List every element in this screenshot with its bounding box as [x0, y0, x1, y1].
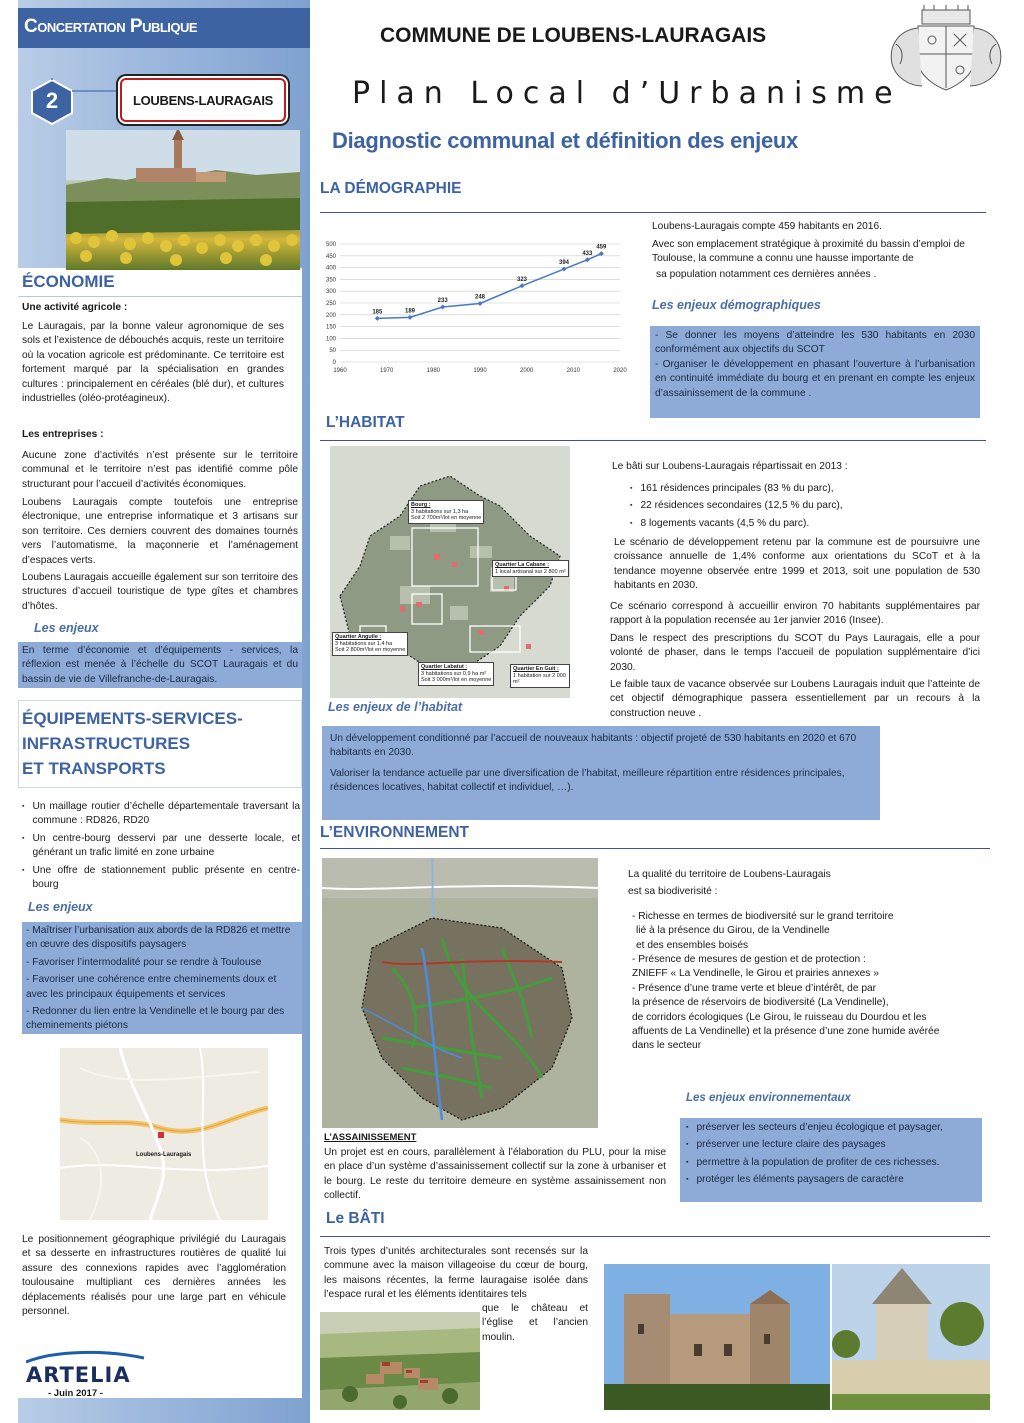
aerial-village-photo: [320, 1312, 480, 1410]
habitat-bullet: [630, 499, 986, 513]
environnement-line: la présence de réservoirs de biodiversité (La Vendinelle),: [632, 997, 889, 1009]
town-sign: [120, 78, 286, 122]
equipements-enjeux-item: - Redonner du lien entre la Vendinelle et le bourg par des cheminements piétons: [26, 1006, 285, 1032]
demographie-rule: [320, 212, 986, 213]
environnement-line: - Présence de mesures de gestion et de protection :: [632, 954, 866, 966]
environnement-map-art: [322, 858, 598, 1128]
environnement-enjeux-item: [686, 1121, 976, 1135]
village-photo-art: [66, 130, 300, 270]
environnement-line: - Présence d’une trame verte et bleue d’intérêt, de par: [632, 982, 877, 994]
equipements-bullet: [22, 800, 300, 829]
equipements-enjeux-item: - Maîtriser l’urbanisation aux abords de la RD826 et mettre en œuvre des dispositifs paysagers: [26, 925, 291, 951]
demographie-enjeux-item: - Se donner les moyens d’atteindre les 530 habitants en 2030 conformément aux objectifs du SCOT: [655, 330, 975, 356]
equipements-bullet-text: ▪ Une offre de stationnement public présente en centre-bourg: [32, 864, 300, 891]
chart-point: [440, 305, 445, 310]
chart-y-tick-label: 350: [325, 277, 336, 284]
agri-heading: Une activité agricole :: [22, 302, 128, 313]
artelia-logo: [26, 1348, 146, 1388]
equipements-enjeux-item: - Favoriser une cohérence entre cheminements doux et avec les principaux équipements et services: [26, 974, 277, 1000]
assainissement-text: Un projet est en cours, parallèlement à l’élaboration du PLU, pour la mise en place d’un système d’assainissement collectif sur la zone à urbaniser et le bourg. Le reste du territoire demeure en système assainissement non collectif.: [324, 1147, 666, 1202]
chart-y-tick-label: 400: [325, 265, 336, 272]
environnement-line: et des ensembles boisés: [636, 939, 749, 951]
habitat-paragraph-4: Le faible taux de vacance observée sur Loubens Lauragais induit que l’atteinte de cet objectif démographique passera essentiellement par un recours à la construction neuve .: [610, 679, 980, 719]
chart-x-tick-label: 1960: [333, 368, 347, 374]
habitat-rule: [320, 440, 986, 441]
position-text: Le positionnement géographique privilégié du Lauragais et sa desserte en infrastructures routières de qualité lui assure des connexions rapides avec l’agglomération toulousaine multipliant ces dernières années les déplacements réalisés pour une large part en véhicule personnel.: [22, 1234, 286, 1318]
environnement-line: est sa biodiverisité :: [628, 886, 718, 898]
economie-enjeux-text: En terme d’économie et d’équipements - services, la réflexion est menée à l’échelle du SCOT Lauragais et du bassin de vie de Villefranche-de-Lauragais.: [22, 645, 298, 685]
entreprises-text-2: Loubens Lauragais compte toutefois une entreprise électronique, une entreprise informatique et 3 artisans sur son territoire. Ces derniers couvrent des domaines tournés vers l’automatisme, la maçonnerie et l’aménagement d’espaces verts.: [22, 497, 298, 566]
panel-number: 2: [45, 88, 59, 113]
legend-cabane-title: Quartier La Cabane :: [495, 562, 550, 568]
environnement-line: de corridors écologiques (Le Girou, le ruisseau du Dourdou et les: [632, 1011, 927, 1023]
concertation-title: [18, 8, 310, 48]
legend-labatut-line: 3 habitations sur 0,9 ha m²: [421, 670, 487, 677]
artelia-logo-mark: [26, 1348, 146, 1364]
chart-y-tick-label: 100: [325, 336, 336, 343]
chart-x-tick-label: 2000: [519, 368, 534, 374]
population-chart-svg: [310, 236, 628, 376]
environnement-line: lié à la présence du Girou, de la Vendinelle: [636, 925, 830, 937]
equipements-enjeux-title: Les enjeux: [28, 900, 93, 914]
environnement-line: ZNIEFF « La Vendinelle, le Girou et prairies annexes »: [632, 968, 879, 980]
environnement-enjeux-item: [686, 1173, 976, 1187]
chart-data-label: 248: [474, 294, 486, 301]
chart-point: [520, 283, 525, 288]
equipements-enjeux-item: - Favoriser l’intermodalité pour se rendre à Toulouse: [26, 956, 262, 968]
equipements-title-line1: ÉQUIPEMENTS-SERVICES-: [22, 709, 243, 728]
equipements-bullet: [22, 864, 300, 893]
legend-anguile-line: Soit 2 800m²/lot en moyenne: [335, 647, 406, 653]
chart-data-label: 433: [582, 250, 593, 257]
chart-x-tick-label: 1990: [473, 368, 487, 374]
environnement-enjeux-box: [680, 1118, 982, 1202]
habitat-bullet: [630, 517, 986, 531]
population-chart: [310, 236, 628, 376]
chart-y-tick-label: 0: [332, 360, 336, 366]
environnement-line: - Richesse en termes de biodiversité sur le grand territoire: [632, 910, 894, 922]
legend-bourg-line: Soit 2 700m²/lot en moyenne: [411, 515, 482, 521]
legend-bourg-title: Bourg :: [411, 502, 431, 508]
commune-title: COMMUNE DE LOUBENS-LAURAGAIS: [380, 24, 767, 47]
chart-y-tick-label: 500: [325, 242, 336, 248]
chart-data-label: 189: [404, 308, 416, 315]
environnement-enjeux-text: ▪ préserver une lecture claire des paysages: [696, 1139, 886, 1151]
chateau-photo: [604, 1264, 830, 1410]
chart-data-label: 394: [558, 260, 570, 267]
equipements-title-line3: ET TRANSPORTS: [22, 759, 166, 778]
chart-y-tick-label: 150: [325, 324, 336, 331]
bati-text-1: Trois types d’unités architecturales sont recensés sur la commune avec la maison villageoise du cœur de bourg, les maisons récentes, la ferme lauragaise isolée dans l’espace rural et les éléments identitaires tels: [324, 1246, 588, 1301]
habitat-enjeux-item: Un développement conditionné par l’accueil de nouveaux habitants : objectif projeté de 530 habitants en 2020 et 670 habitants en 2030.: [330, 733, 857, 759]
environnement-line: La qualité du territoire de Loubens-Lauragais: [628, 869, 831, 880]
economie-enjeux-title: Les enjeux: [34, 621, 99, 635]
agri-text: Le Lauragais, par la bonne valeur agronomique de ses sols et l’existence de débouchés acquis, reste un territoire où la vocation agricole est prédominante. Ce territoire est fortement marqué par la spécialisation en grandes cultures : principalement en céréales (blé dur), et cultures industrielles (oléo-protéagineux).: [22, 321, 284, 405]
equipements-bullet-text: ▪ Un maillage routier d’échelle départementale traversant la commune : RD826, RD20: [32, 801, 300, 827]
legend-labatut-title: Quartier Labatut :: [421, 664, 468, 670]
chart-data-label: 459: [596, 244, 607, 251]
chart-data-label: 323: [516, 276, 528, 283]
entreprises-text-3: Loubens Lauragais accueille également sur son territoire des structures d’accueil touristique de type gîtes et chambres d’hôtes.: [22, 572, 298, 612]
legend-cabane: [492, 560, 569, 577]
chart-y-tick-label: 200: [325, 312, 336, 319]
economie-title: ÉCONOMIE: [22, 272, 115, 291]
diagnostic-subtitle: Diagnostic communal et définition des enjeux: [332, 128, 798, 153]
habitat-bullet-text: ▪ 8 logements vacants (4,5 % du parc).: [640, 517, 810, 529]
commune-crest-icon: [882, 4, 1010, 98]
legend-anguile-title: Quartier Anguile :: [335, 634, 382, 640]
chart-y-tick-label: 50: [329, 348, 336, 355]
chart-point: [478, 301, 483, 306]
bati-text-2: que le château et l’église et l’ancien moulin.: [482, 1303, 588, 1343]
equipements-enjeux-box: [22, 922, 302, 1034]
entreprises-heading: Les entreprises :: [22, 429, 104, 440]
town-sign-text: LOUBENS-LAURAGAIS: [132, 92, 274, 108]
legend-enguit: [510, 664, 570, 688]
demographie-text-2: Avec son emplacement stratégique à proximité du bassin d’emploi de Toulouse, la commune a connu une hausse importante de: [652, 239, 965, 265]
chart-y-tick-label: 300: [325, 289, 336, 296]
chart-y-tick-label: 450: [325, 253, 336, 260]
assainissement-title: L’ASSAINISSEMENT: [324, 1132, 417, 1143]
habitat-title: L’HABITAT: [326, 414, 405, 431]
chart-y-tick-label: 250: [325, 301, 336, 307]
chateau-photo-art: [604, 1264, 830, 1410]
environnement-enjeux-title: Les enjeux environnementaux: [686, 1092, 851, 1104]
environnement-rule: [320, 848, 990, 849]
habitat-paragraph-3: Dans le respect des prescriptions du SCOT du Pays Lauragais, elle a pour volonté de phaser, dans le temps l’accueil de population supplémentaire d’ici 2030.: [610, 633, 980, 673]
economie-enjeux-box: [18, 642, 302, 688]
equipements-bullet: [22, 832, 300, 861]
habitat-intro: Le bâti sur Loubens-Lauragais répartissait en 2013 :: [612, 461, 848, 472]
plu-title: Plan Local d’Urbanisme: [352, 76, 902, 111]
legend-anguile: [332, 632, 408, 656]
chart-point: [585, 257, 590, 262]
legend-labatut: [418, 662, 494, 686]
environnement-enjeux-item: [686, 1156, 976, 1170]
legend-enguit-line: 1 habitation sur 2 000 m²: [513, 672, 566, 685]
moulin-photo: [832, 1264, 990, 1410]
equipements-title: [22, 706, 243, 781]
aerial-village-art: [320, 1312, 480, 1410]
village-photo: [66, 130, 300, 270]
habitat-enjeux-item: Valoriser la tendance actuelle par une diversification de l’habitat, meilleure répartition entre résidences principales, résidences locatives, habitat collectif et individuel, …).: [330, 767, 845, 794]
equipements-bullets: [22, 800, 300, 892]
chart-point: [375, 316, 380, 321]
chart-data-label: 233: [437, 298, 448, 305]
bati-rule: [320, 1236, 990, 1237]
habitat-bullet: [630, 482, 986, 496]
habitat-bullet-text: ▪ 22 résidences secondaires (12,5 % du parc),: [640, 500, 843, 512]
environnement-enjeux-text: ▪ permettre à la population de profiter de ces richesses.: [696, 1156, 940, 1168]
environnement-text: [628, 868, 988, 1054]
road-map-label: Loubens-Lauragais: [136, 1152, 192, 1158]
legend-cabane-line: 1 local artisanal sur 2 800 m²: [495, 568, 566, 575]
environnement-title: L’ENVIRONNEMENT: [320, 824, 469, 841]
habitat-paragraph-2: Ce scénario correspond à accueillir environ 70 habitants supplémentaires par rapport à la population recensée au 1er janvier 2016 (Insee).: [610, 601, 980, 627]
environnement-map: [322, 858, 598, 1128]
legend-bourg-line: 3 habitations sur 1,3 ha: [411, 508, 469, 515]
chart-data-label: 185: [372, 309, 383, 316]
legend-anguile-line: 3 habitations sur 1,4 ha: [335, 640, 393, 647]
environnement-line: dans le secteur: [632, 1040, 702, 1052]
chart-x-tick-label: 2010: [566, 368, 581, 374]
environnement-enjeux-text: ▪ préserver les secteurs d’enjeu écologique et paysager,: [696, 1122, 943, 1133]
legend-labatut-line: Soit 3 000m²/lot en moyenne: [421, 677, 492, 683]
demographie-text-3: sa population notamment ces dernières années .: [656, 269, 877, 280]
habitat-paragraph-1: Le scénario de développement retenu par la commune est de poursuivre une croissance annuelle de 1,4% conforme aux orientations du SCoT et à la tendance moyenne observée entre 1999 et 2013, soit une population de 530 habitants en 2030.: [614, 537, 980, 592]
entreprises-text-1: Aucune zone d’activités n’est présente sur le territoire communal et le territoire n’est pas identifié comme pôle structurant pour l’accueil d’activités économiques.: [22, 450, 298, 490]
environnement-line: affuents de La Vendinelle) et la présence d’une zone humide avérée: [632, 1026, 940, 1038]
demographie-text-1: Loubens-Lauragais compte 459 habitants en 2016.: [652, 221, 882, 232]
badge-connector: [72, 90, 120, 92]
artelia-logo-text: ARTELIA: [26, 1363, 131, 1387]
chart-point: [562, 267, 567, 272]
bati-title: Le BÂTI: [326, 1210, 385, 1227]
chart-point: [599, 251, 604, 256]
legend-bourg: [408, 500, 484, 524]
chart-x-tick-label: 1970: [379, 368, 394, 374]
footer-date: - Juin 2017 -: [48, 1388, 103, 1399]
equipements-title-line2: INFRASTRUCTURES: [22, 734, 191, 753]
habitat-bullets: [630, 482, 986, 531]
economie-rule: [18, 296, 302, 297]
moulin-photo-art: [832, 1264, 990, 1410]
demographie-enjeux-title: Les enjeux démographiques: [652, 298, 821, 312]
legend-enguit-title: Quartier En Guit :: [513, 666, 559, 672]
concertation-title-text: Concertation Publique: [24, 16, 198, 37]
environnement-enjeux-text: ▪ protéger les éléments paysagers de caractère: [696, 1174, 904, 1186]
equipements-bullet-text: ▪ Un centre-bourg desservi par une desserte locale, et générant un trafic limité en zone urbaine: [32, 832, 300, 859]
chart-x-tick-label: 1980: [426, 368, 441, 374]
demographie-enjeux-item: - Organiser le développement en phasant l’ouverture à l’urbanisation en continuité immédiate du bourg et en prenant en compte les enjeux d’assainissement de la commune .: [655, 358, 975, 399]
demographie-enjeux-box: [650, 326, 980, 418]
chart-x-tick-label: 2020: [613, 368, 627, 374]
environnement-enjeux-item: [686, 1138, 976, 1152]
demographie-title: LA DÉMOGRAPHIE: [320, 180, 462, 197]
road-map-art: [60, 1048, 268, 1220]
road-map: [60, 1048, 268, 1220]
habitat-enjeux-box: [322, 726, 880, 820]
habitat-enjeux-title: Les enjeux de l’habitat: [328, 700, 463, 714]
habitat-map: [330, 446, 570, 698]
habitat-bullet-text: ▪ 161 résidences principales (83 % du parc),: [640, 483, 834, 494]
chart-point: [408, 315, 413, 320]
